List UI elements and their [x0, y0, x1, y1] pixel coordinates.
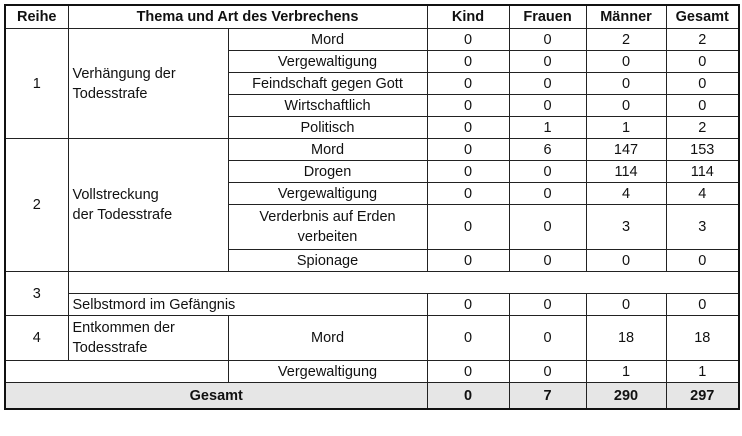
crime-cell: Vergewaltigung: [228, 183, 427, 205]
gesamt-cell: 2: [666, 29, 739, 51]
maenner-cell: 18: [586, 316, 666, 361]
table-row: [5, 294, 739, 316]
gesamt-cell: 0: [666, 51, 739, 73]
header-frauen: Frauen: [509, 5, 586, 29]
maenner-cell: 1: [586, 117, 666, 139]
gesamt-cell: 0: [666, 73, 739, 95]
header-thema: Thema und Art des Verbrechens: [68, 5, 427, 29]
crime-cell: Drogen: [228, 161, 427, 183]
frauen-cell: 6: [509, 139, 586, 161]
header-kind: Kind: [427, 5, 509, 29]
crime-cell: Vergewaltigung: [228, 51, 427, 73]
gesamt-cell: 1: [666, 361, 739, 383]
crime-cell: Mord: [228, 29, 427, 51]
total-label: Gesamt: [5, 383, 427, 410]
statistics-table-container: [4, 4, 738, 432]
crime-cell: Spionage: [228, 250, 427, 272]
maenner-cell: 0: [586, 250, 666, 272]
crime-line: verbeiten: [297, 229, 358, 245]
frauen-cell: 0: [509, 29, 586, 51]
maenner-cell: 2: [586, 29, 666, 51]
maenner-cell: 3: [586, 205, 666, 250]
frauen-cell: 0: [509, 161, 586, 183]
kind-cell: 0: [427, 294, 509, 316]
frauen-cell: 1: [509, 117, 586, 139]
kind-cell: 0: [427, 183, 509, 205]
maenner-cell: 147: [586, 139, 666, 161]
maenner-cell: 114: [586, 161, 666, 183]
kind-cell: 0: [427, 161, 509, 183]
table-row: [5, 29, 739, 51]
frauen-cell: 0: [509, 361, 586, 383]
category-label: [68, 29, 228, 139]
kind-cell: 0: [427, 73, 509, 95]
frauen-cell: 0: [509, 205, 586, 250]
frauen-cell: 0: [509, 95, 586, 117]
table-row: [5, 272, 739, 294]
kind-cell: 0: [427, 205, 509, 250]
empty-cell: [5, 361, 228, 383]
total-gesamt: 297: [666, 383, 739, 410]
frauen-cell: 0: [509, 73, 586, 95]
category-label: [68, 139, 228, 272]
table-row: [5, 316, 739, 361]
header-maenner: Männer: [586, 5, 666, 29]
maenner-cell: 0: [586, 95, 666, 117]
gesamt-cell: 114: [666, 161, 739, 183]
kind-cell: 0: [427, 117, 509, 139]
header-row: [5, 5, 739, 29]
maenner-cell: 0: [586, 51, 666, 73]
category-line: Entkommen der: [72, 320, 175, 336]
gesamt-cell: 0: [666, 95, 739, 117]
category-label: Selbstmord im Gefängnis: [68, 294, 427, 316]
row-number: 3: [5, 272, 68, 316]
category-line: Verhängung der: [72, 65, 176, 82]
category-line: Todesstrafe: [72, 85, 148, 102]
gesamt-cell: 2: [666, 117, 739, 139]
gesamt-cell: 153: [666, 139, 739, 161]
maenner-cell: 0: [586, 73, 666, 95]
kind-cell: 0: [427, 316, 509, 361]
row-number: 4: [5, 316, 68, 361]
crime-line: Verderbnis auf Erden: [259, 209, 396, 225]
gesamt-cell: 18: [666, 316, 739, 361]
crime-cell: Politisch: [228, 117, 427, 139]
gesamt-cell: 0: [666, 294, 739, 316]
row-number: 1: [5, 29, 68, 139]
maenner-cell: 1: [586, 361, 666, 383]
gesamt-cell: 0: [666, 250, 739, 272]
frauen-cell: 0: [509, 250, 586, 272]
frauen-cell: 0: [509, 316, 586, 361]
table-row: [5, 139, 739, 161]
total-row: [5, 383, 739, 410]
crime-cell: Mord: [228, 316, 427, 361]
category-line: Todesstrafe: [72, 340, 148, 356]
crime-cell: [228, 205, 427, 250]
kind-cell: 0: [427, 51, 509, 73]
frauen-cell: 0: [509, 51, 586, 73]
kind-cell: 0: [427, 361, 509, 383]
crime-cell: Wirtschaftlich: [228, 95, 427, 117]
kind-cell: 0: [427, 95, 509, 117]
maenner-cell: 4: [586, 183, 666, 205]
maenner-cell: 0: [586, 294, 666, 316]
gesamt-cell: 3: [666, 205, 739, 250]
frauen-cell: 0: [509, 294, 586, 316]
total-maenner: 290: [586, 383, 666, 410]
header-reihe: Reihe: [5, 5, 68, 29]
category-line: Vollstreckung: [72, 187, 159, 203]
kind-cell: 0: [427, 139, 509, 161]
category-label: [68, 316, 228, 361]
table-row: [5, 361, 739, 383]
total-frauen: 7: [509, 383, 586, 410]
category-line: der Todesstrafe: [72, 207, 173, 223]
crime-cell: Feindschaft gegen Gott: [228, 73, 427, 95]
gesamt-cell: 4: [666, 183, 739, 205]
kind-cell: 0: [427, 29, 509, 51]
empty-cell: [68, 272, 739, 294]
crime-cell: Vergewaltigung: [228, 361, 427, 383]
kind-cell: 0: [427, 250, 509, 272]
row-number: 2: [5, 139, 68, 272]
total-kind: 0: [427, 383, 509, 410]
header-gesamt: Gesamt: [666, 5, 739, 29]
crime-cell: Mord: [228, 139, 427, 161]
frauen-cell: 0: [509, 183, 586, 205]
death-penalty-statistics-table: [4, 4, 740, 410]
